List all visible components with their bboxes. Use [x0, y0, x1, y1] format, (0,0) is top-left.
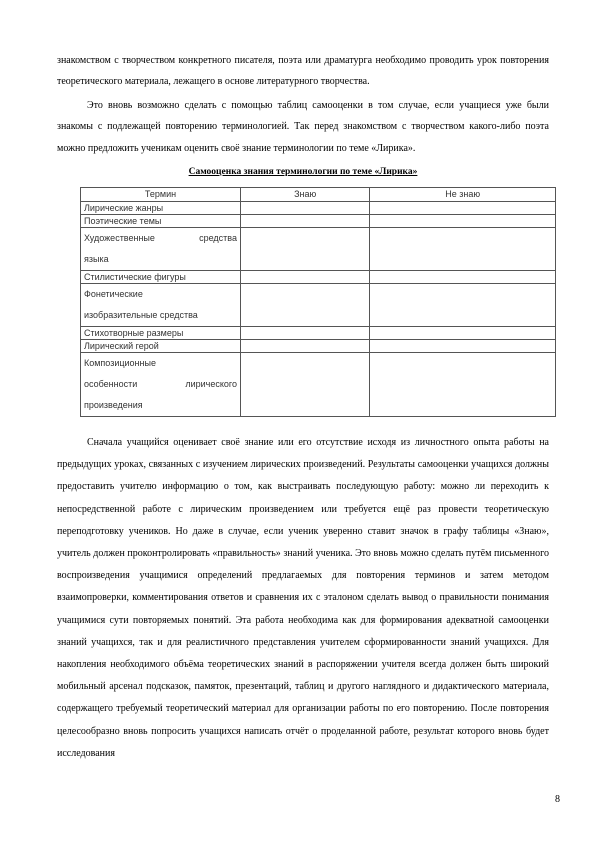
know-cell[interactable]: [241, 271, 370, 284]
dont-know-cell[interactable]: [370, 228, 556, 271]
dont-know-cell[interactable]: [370, 340, 556, 353]
term-cell: Стихотворные размеры: [81, 327, 241, 340]
dont-know-cell[interactable]: [370, 271, 556, 284]
dont-know-cell[interactable]: [370, 353, 556, 417]
table-title: Самооценка знания терминологии по теме «Лирика»: [188, 167, 418, 177]
term-cell: Поэтические темы: [81, 215, 241, 228]
header-dont-know: Не знаю: [370, 188, 556, 202]
table-row: [81, 215, 556, 228]
know-cell[interactable]: [241, 353, 370, 417]
term-line: особенности лирического: [84, 379, 237, 389]
dont-know-cell[interactable]: [370, 202, 556, 215]
table-row: [81, 271, 556, 284]
dont-know-cell[interactable]: [370, 215, 556, 228]
paragraph-1-text: знакомством с творчеством конкретного писателя, поэта или драматурга необходимо проводить урок повторения теоретического материала, лежащего в основе литературного творчества.: [57, 55, 549, 88]
know-cell[interactable]: [241, 340, 370, 353]
term-line: произведения: [84, 400, 143, 410]
term-line: Фонетические: [84, 289, 143, 299]
paragraph-2-text: Это вновь возможно сделать с помощью таблиц самооценки в том случае, если учащиеся уже были знакомы с подлежащей повторению терминологией. Так перед знакомством с творчеством какого-либо поэта можно предложить ученикам оценить своё знание терминологии по теме «Лирика».: [57, 100, 549, 154]
term-cell: [81, 353, 241, 417]
paragraph-2: [57, 95, 549, 159]
term-line: Художественные средства: [84, 233, 237, 243]
header-term: Термин: [81, 188, 241, 202]
self-assessment-table: [80, 187, 556, 417]
term-cell: Стилистические фигуры: [81, 271, 241, 284]
table-row: [81, 340, 556, 353]
paragraph-3: [57, 432, 549, 765]
know-cell[interactable]: [241, 202, 370, 215]
table-row: [81, 202, 556, 215]
table-row: [81, 228, 556, 271]
dont-know-cell[interactable]: [370, 284, 556, 327]
term-cell: [81, 228, 241, 271]
page-number: 8: [555, 794, 560, 805]
paragraph-1: [57, 50, 549, 93]
header-know: Знаю: [241, 188, 370, 202]
term-cell: [81, 284, 241, 327]
term-line: языка: [84, 254, 109, 264]
term-cell: Лирические жанры: [81, 202, 241, 215]
know-cell[interactable]: [241, 284, 370, 327]
table-row: [81, 327, 556, 340]
table-row: [81, 284, 556, 327]
dont-know-cell[interactable]: [370, 327, 556, 340]
paragraph-3-text: Сначала учащийся оценивает своё знание или его отсутствие исходя из личностного опыта работы на предыдущих уроках, связанных с изучением лирических произведений. Результаты самооценки учащихся должны предоставить учителю информацию о том, как выстраивать последующую работу: можно ли переходить к непосредственной работе с лирическим произведением или требуется ещё раз провести теоретическую переподготовку учеников. Но даже в случае, если ученик уверенно ставит значок в графу таблицы «Знаю», учитель должен проконтролировать «правильность» знаний ученика. Это вновь можно сделать путём письменного воспроизведения учащимися определений предлагаемых для повторения терминов и затем методом взаимопроверки, комментирования ответов и сравнения их с эталоном сделать вывод о правильности понимания учащимися сути повторяемых понятий. Эта работа необходима как для формирования адекватной самооценки знаний учащихся, так и для реалистичного представления учителем сформированности знаний учащихся. Для накопления необходимого объёма теоретических знаний в распоряжении учителя всегда должен быть широкий мобильный арсенал подсказок, памяток, презентаций, таблиц и другого наглядного и дидактического материала, содержащего требуемый теоретический материал для организации работы по его повторению. После повторения целесообразно вновь попросить учащихся написать отчёт о проделанной работе, результат которого вновь будет исследования: [57, 437, 549, 759]
term-line: изобразительные средства: [84, 310, 198, 320]
know-cell[interactable]: [241, 215, 370, 228]
table-row: [81, 353, 556, 417]
term-cell: Лирический герой: [81, 340, 241, 353]
know-cell[interactable]: [241, 327, 370, 340]
know-cell[interactable]: [241, 228, 370, 271]
term-line: Композиционные: [84, 358, 156, 368]
table-header-row: [81, 188, 556, 202]
